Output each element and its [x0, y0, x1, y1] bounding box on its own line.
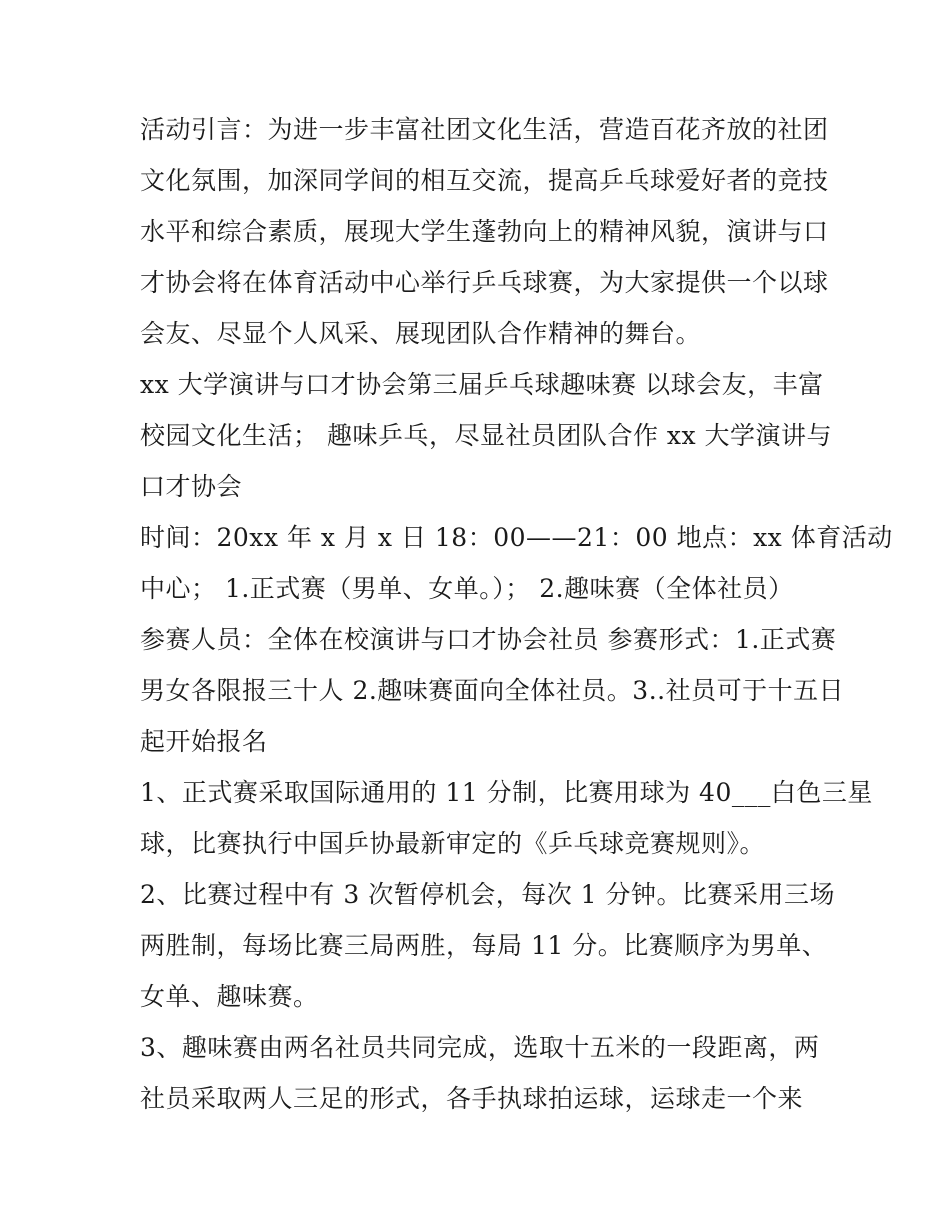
- text-line: 中心； 1.正式赛（男单、女单。）； 2.趣味赛（全体社员）: [140, 574, 794, 603]
- text-line: 1、正式赛采取国际通用的 11 分制，比赛用球为 40___白色三星: [140, 778, 873, 807]
- text-line: 活动引言：为进一步丰富社团文化生活，营造百花齐放的社团: [140, 115, 829, 144]
- text-line: 校园文化生活； 趣味乒乓，尽显社员团队合作 xx 大学演讲与: [140, 421, 833, 450]
- text-line: 2、比赛过程中有 3 次暂停机会，每次 1 分钟。比赛采用三场: [140, 880, 836, 909]
- document-body: [140, 104, 893, 1124]
- text-line: xx 大学演讲与口才协会第三届乒乓球趣味赛 以球会友，丰富: [140, 370, 824, 399]
- text-line: 两胜制，每场比赛三局两胜，每局 11 分。比赛顺序为男单、: [140, 931, 828, 960]
- text-line: 起开始报名: [140, 727, 268, 756]
- text-line: 社员采取两人三足的形式，各手执球拍运球，运球走一个来: [140, 1084, 804, 1113]
- text-line: 水平和综合素质，展现大学生蓬勃向上的精神风貌，演讲与口: [140, 217, 829, 246]
- text-line: 3、趣味赛由两名社员共同完成，选取十五米的一段距离，两: [140, 1033, 820, 1062]
- text-line: 才协会将在体育活动中心举行乒乓球赛，为大家提供一个以球: [140, 268, 829, 297]
- text-line: 参赛人员：全体在校演讲与口才协会社员 参赛形式：1.正式赛: [140, 625, 837, 654]
- text-line: 女单、趣味赛。: [140, 982, 319, 1011]
- text-line: 男女各限报三十人 2.趣味赛面向全体社员。3..社员可于十五日: [140, 676, 845, 705]
- text-line: 球，比赛执行中国乒协最新审定的《乒乓球竞赛规则》。: [140, 829, 766, 858]
- text-line: 时间：20xx 年 x 月 x 日 18：00——21：00 地点：xx 体育活动: [140, 523, 893, 552]
- text-line: 口才协会: [140, 472, 243, 501]
- text-line: 文化氛围，加深同学间的相互交流，提高乒乓球爱好者的竞技: [140, 166, 829, 195]
- text-line: 会友、尽显个人风采、展现团队合作精神的舞台。: [140, 319, 702, 348]
